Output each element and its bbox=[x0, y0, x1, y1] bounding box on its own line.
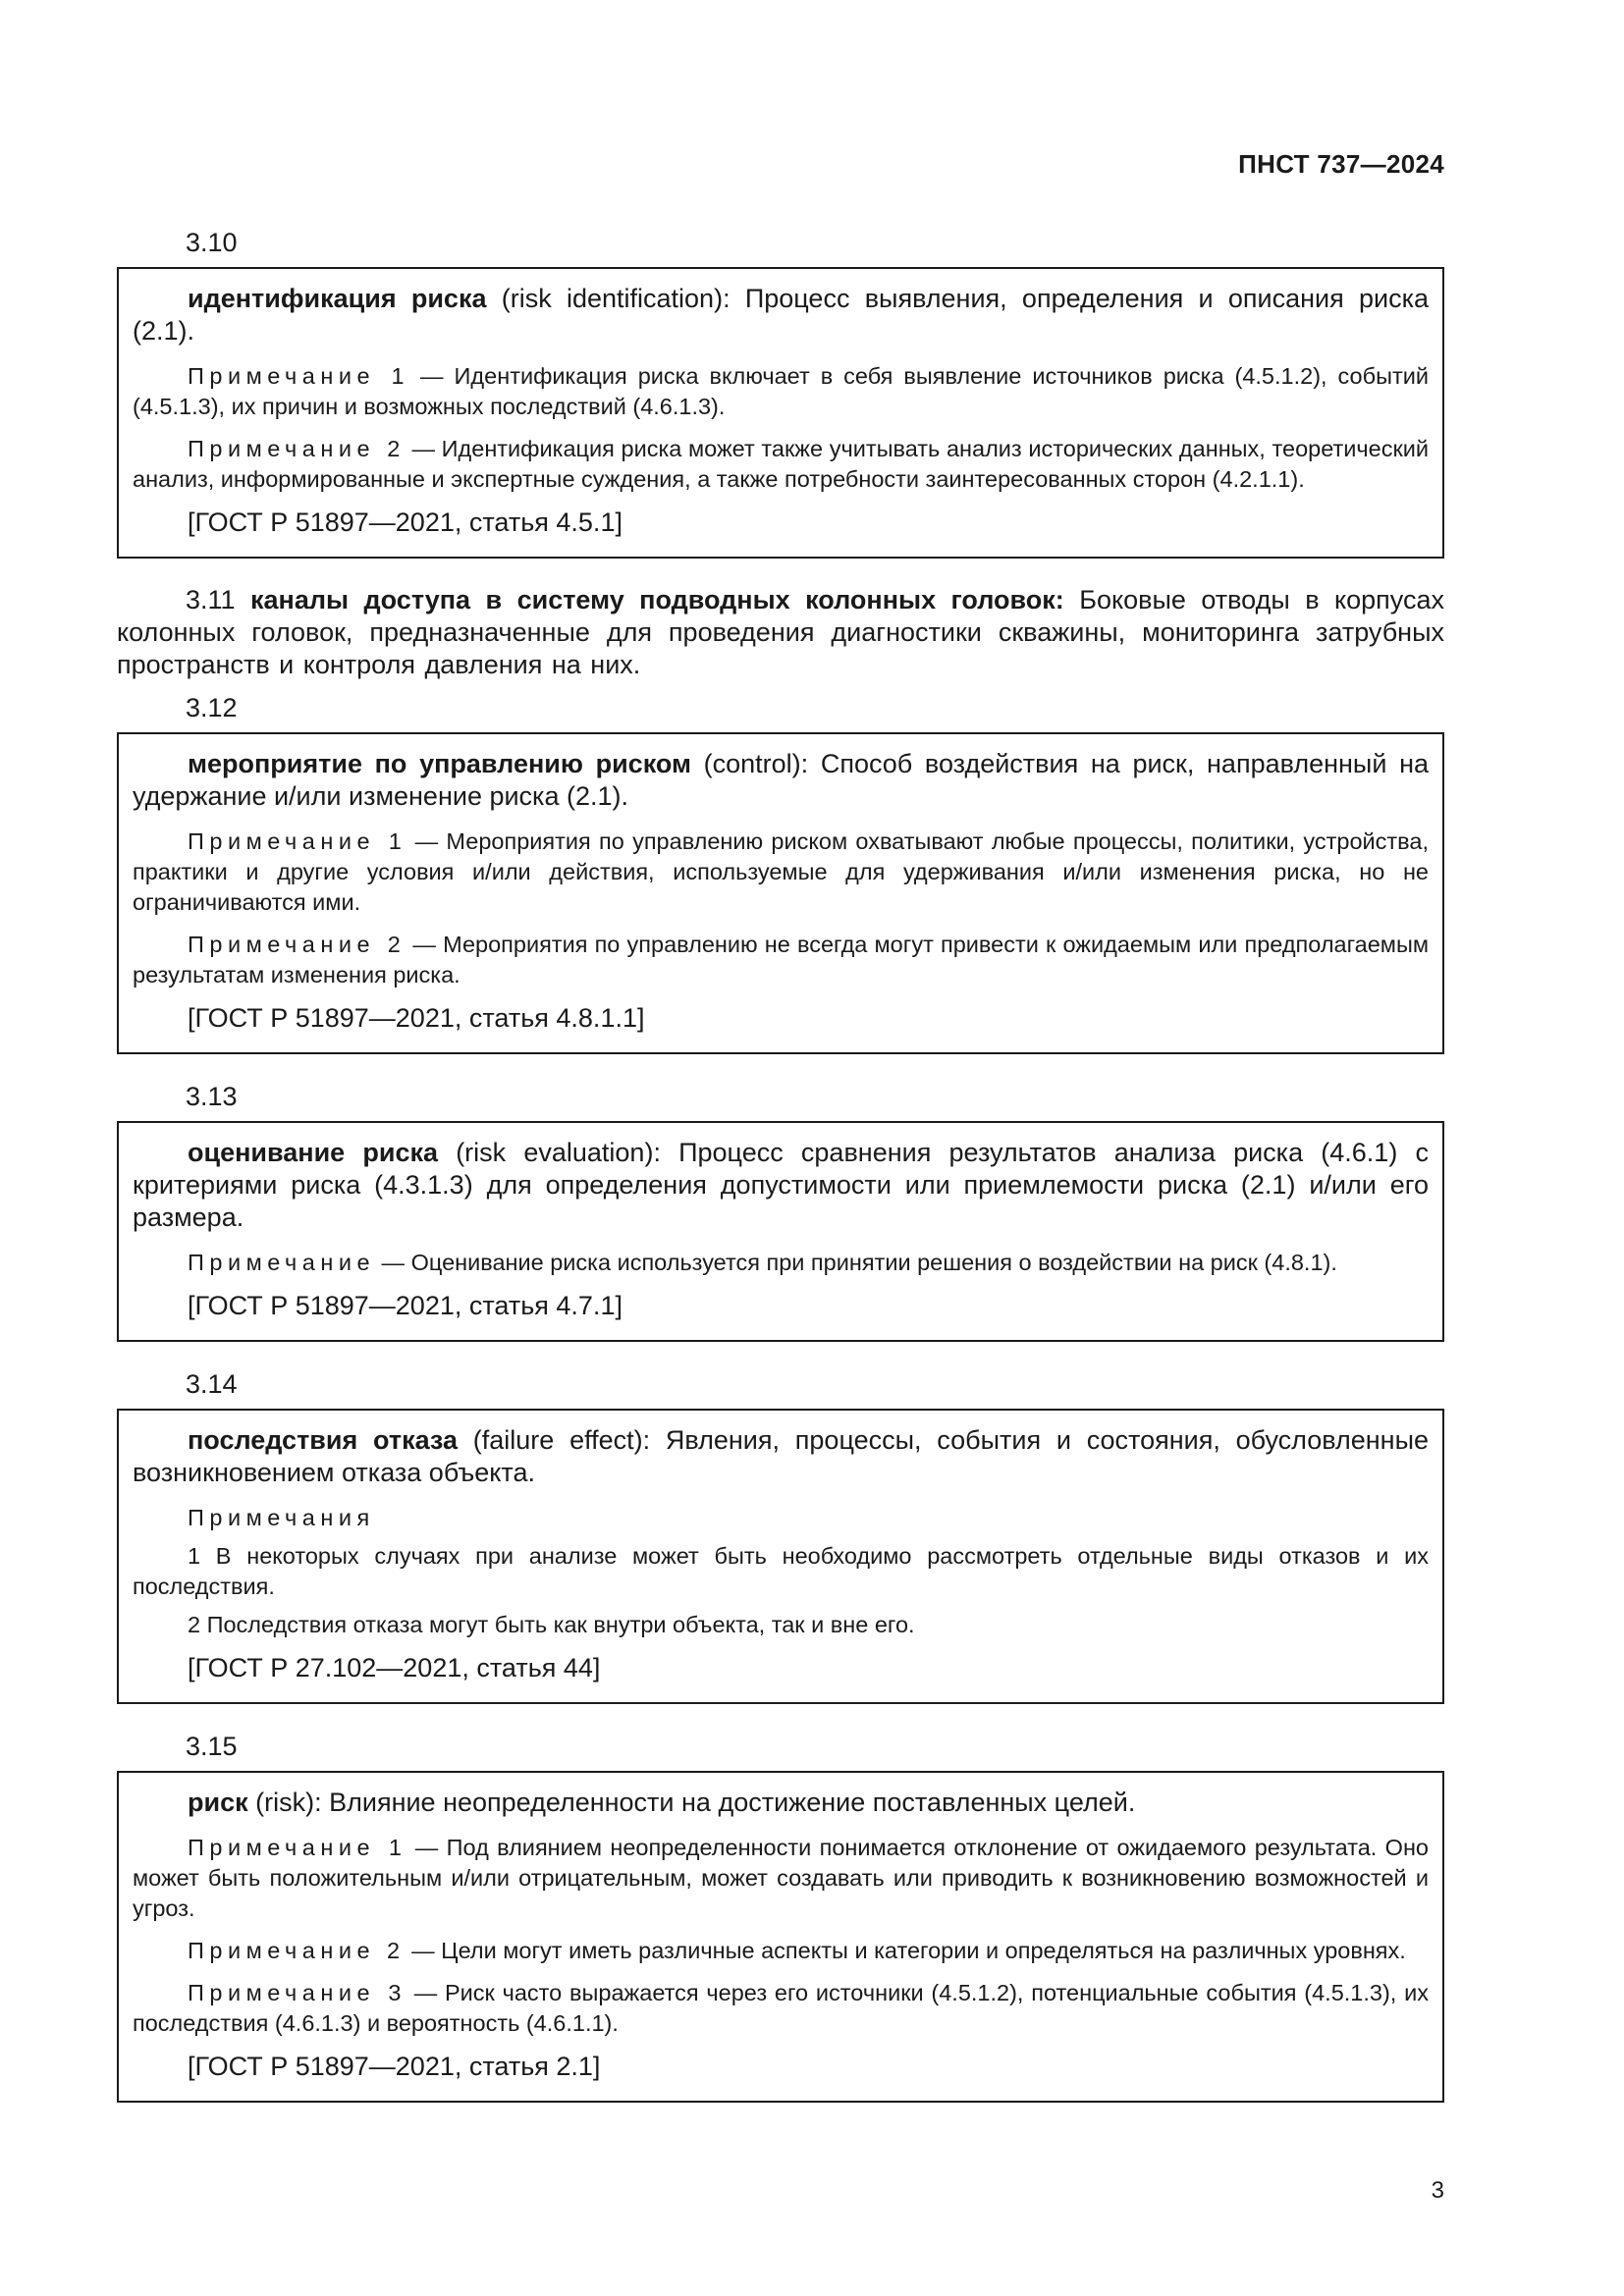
term-number: 3.10 bbox=[186, 228, 238, 257]
term-number: 3.11 bbox=[186, 585, 236, 614]
note-label: Примечание 3 bbox=[188, 1980, 406, 2005]
term-source: [ГОСТ Р 51897—2021, статья 4.5.1] bbox=[188, 507, 623, 537]
term-title: последствия отказа bbox=[188, 1425, 459, 1455]
note-label: Примечание 2 bbox=[188, 436, 406, 461]
term-definition: риск (risk): Влияние неопределенности на достижение поставленных целей. bbox=[188, 1788, 1136, 1817]
term-note: Примечание 2 — Цели могут иметь различные аспекты и категории и определяться на различных уровнях. bbox=[188, 1938, 1406, 1963]
term-entry-subsea-access-channels: 3.11 каналы доступа в систему подводных колонных головок: Боковые отводы в корпусах колонных головок, предназначенные для проведения диагностики скважины, мониторинга затрубных пространств и контроля давления на них. bbox=[117, 585, 1444, 679]
terms-section bbox=[117, 226, 1444, 2128]
term-number: 3.15 bbox=[186, 1732, 238, 1761]
note-label: Примечание 1 bbox=[188, 1835, 407, 1860]
term-note: 1 В некоторых случаях при анализе может быть необходимо рассмотреть отдельные виды отказов и их последствия. bbox=[133, 1543, 1429, 1599]
term-note: Примечание 2 — Мероприятия по управлению не всегда могут привести к ожидаемым или предполагаемым результатам изменения риска. bbox=[133, 932, 1429, 988]
term-definition: оценивание риска (risk evaluation): Процесс сравнения результатов анализа риска (4.6.1) с критериями риска (4.3.1.3) для определения допустимости или приемлемости риска (2.1) и/или его размера. bbox=[133, 1138, 1429, 1232]
note-label: Примечание 1 bbox=[188, 363, 410, 389]
note-label: Примечание 2 bbox=[188, 1938, 406, 1963]
term-title: риск bbox=[188, 1788, 248, 1817]
term-title: каналы доступа в систему подводных колонных головок: bbox=[250, 585, 1064, 614]
term-title: идентификация риска bbox=[188, 284, 487, 313]
term-source: [ГОСТ Р 51897—2021, статья 4.8.1.1] bbox=[188, 1003, 645, 1033]
term-source: [ГОСТ Р 51897—2021, статья 2.1] bbox=[188, 2052, 601, 2081]
term-number: 3.14 bbox=[186, 1369, 238, 1399]
note-label: Примечание bbox=[188, 1250, 376, 1275]
note-label: Примечание 1 bbox=[188, 828, 407, 854]
notes-heading: Примечания bbox=[188, 1505, 375, 1530]
document-code: ПНСТ 737—2024 bbox=[1238, 149, 1444, 179]
term-definition: мероприятие по управлению риском (control): Способ воздействия на риск, направленный на удержание и/или изменение риска (2.1). bbox=[133, 749, 1429, 811]
term-number: 3.12 bbox=[186, 693, 238, 722]
term-entry-failure-effect bbox=[117, 1409, 1444, 1704]
term-note: Примечание 1 — Мероприятия по управлению риском охватывают любые процессы, политики, устройства, практики и другие условия и/или действия, используемые для удерживания и/или изменения риска, но не ограничиваются ими. bbox=[133, 828, 1429, 915]
term-entry-risk-identification bbox=[117, 267, 1444, 559]
term-entry-risk-control bbox=[117, 732, 1444, 1054]
term-entry-risk-evaluation bbox=[117, 1121, 1444, 1342]
term-note: Примечание 1 — Идентификация риска включает в себя выявление источников риска (4.5.1.2), событий (4.5.1.3), их причин и возможных последствий (4.6.1.3). bbox=[133, 363, 1429, 419]
term-note: 2 Последствия отказа могут быть как внутри объекта, так и вне его. bbox=[188, 1612, 915, 1637]
term-source: [ГОСТ Р 27.102—2021, статья 44] bbox=[188, 1653, 601, 1682]
term-title: оценивание риска bbox=[188, 1138, 439, 1167]
term-note: Примечание 1 — Под влиянием неопределенности понимается отклонение от ожидаемого результата. Оно может быть положительным и/или отрицательным, может создавать или приводить к возникновению возможностей и угроз. bbox=[133, 1835, 1430, 1921]
term-note: Примечание — Оценивание риска используется при принятии решения о воздействии на риск (4.8.1). bbox=[188, 1250, 1337, 1275]
term-source: [ГОСТ Р 51897—2021, статья 4.7.1] bbox=[188, 1291, 623, 1320]
term-definition: идентификация риска (risk identification): Процесс выявления, определения и описания риска (2.1). bbox=[133, 284, 1429, 346]
term-definition: последствия отказа (failure effect): Явления, процессы, события и состояния, обусловленные возникновением отказа объекта. bbox=[133, 1425, 1429, 1487]
term-title: мероприятие по управлению риском bbox=[188, 749, 691, 778]
term-note: Примечание 2 — Идентификация риска может также учитывать анализ исторических данных, теоретический анализ, информированные и экспертные суждения, а также потребности заинтересованных сторон (4.2.1.1). bbox=[133, 436, 1430, 492]
term-entry-risk bbox=[117, 1771, 1444, 2103]
term-number: 3.13 bbox=[186, 1082, 238, 1111]
note-label: Примечание 2 bbox=[188, 932, 406, 957]
term-note: Примечание 3 — Риск часто выражается через его источники (4.5.1.2), потенциальные события (4.5.1.3), их последствия (4.6.1.3) и вероятность (4.6.1.1). bbox=[133, 1980, 1429, 2036]
page-number: 3 bbox=[1431, 2177, 1444, 2204]
